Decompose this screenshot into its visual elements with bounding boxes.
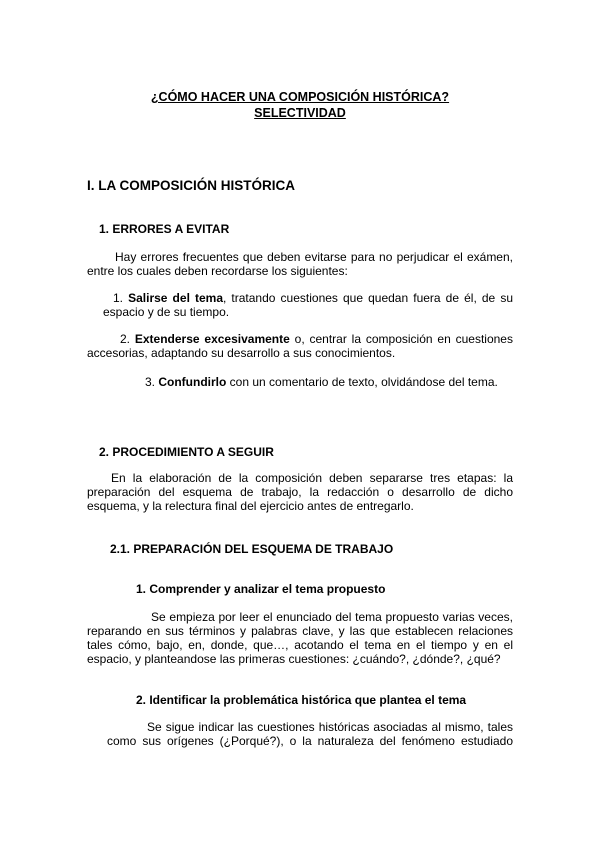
item-text: , tratando cuestiones que quedan fuera de él, de su — [223, 291, 513, 305]
item-bold-term: Extenderse excesivamente — [134, 332, 290, 346]
item-number: 2. — [120, 332, 131, 346]
step-heading-comprender: 1. Comprender y analizar el tema propuesto — [136, 582, 386, 596]
errores-intro-paragraph — [87, 250, 513, 278]
errores-item-1 — [103, 291, 513, 319]
text-line: esquema, y la relectura final del ejercicio antes de entregarlo. — [87, 499, 414, 513]
text-line: preparación del esquema de trabajo, la redacción o desarrollo de dicho — [87, 485, 513, 499]
text-line — [87, 375, 513, 389]
document-title-line2: SELECTIVIDAD — [254, 106, 346, 120]
item-bold-term: Confundirlo — [158, 375, 227, 389]
step-heading-identificar: 2. Identificar la problemática histórica que plantea el tema — [136, 693, 467, 707]
text-line — [87, 332, 513, 346]
text-line: tales cómo, bajo, en, donde, que…, acotando el tema en el tiempo y en el — [87, 638, 513, 652]
text-line: reparando en sus términos y palabras clave, y las que establecen relaciones — [87, 624, 513, 638]
comprender-paragraph — [87, 610, 513, 666]
section-heading: I. LA COMPOSICIÓN HISTÓRICA — [87, 178, 296, 193]
item-text: con un comentario de texto, olvidándose del tema. — [226, 375, 498, 389]
text-line: entre los cuales deben recordarse los siguientes: — [87, 264, 348, 278]
text-line: Hay errores frecuentes que deben evitarse para no perjudicar el exámen, — [115, 250, 513, 264]
document-title-line1: ¿CÓMO HACER UNA COMPOSICIÓN HISTÓRICA? — [150, 90, 450, 104]
item-number: 3. — [145, 375, 156, 389]
subsection-heading-esquema: 2.1. PREPARACIÓN DEL ESQUEMA DE TRABAJO — [110, 542, 394, 556]
text-line: espacio y de su tiempo. — [103, 305, 230, 319]
text-line: espacio, y planteandose las primeras cuestiones: ¿cuándo?, ¿dónde?, ¿qué? — [87, 652, 501, 666]
text-line: Se sigue indicar las cuestiones históricas asociadas al mismo, tales — [147, 720, 513, 734]
text-line: como sus orígenes (¿Porqué?), o la naturaleza del fenómeno estudiado — [107, 734, 513, 748]
identificar-paragraph — [107, 720, 513, 748]
text-line: accesorias, adaptando su desarrollo a sus conocimientos. — [87, 346, 396, 360]
procedimiento-paragraph — [87, 471, 513, 513]
subsection-heading-procedimiento: 2. PROCEDIMIENTO A SEGUIR — [99, 445, 274, 459]
text-line: En la elaboración de la composición deben separarse tres etapas: la — [111, 471, 513, 485]
item-number: 1. — [113, 291, 124, 305]
errores-item-2 — [87, 332, 513, 360]
item-bold-term: Salirse del tema — [128, 291, 223, 305]
text-line: Se empieza por leer el enunciado del tema propuesto varias veces, — [151, 610, 513, 624]
errores-item-3 — [87, 375, 513, 389]
subsection-heading-errores: 1. ERRORES A EVITAR — [99, 222, 230, 236]
text-line — [103, 291, 513, 305]
item-text: o, centrar la composición en cuestiones — [289, 332, 513, 346]
